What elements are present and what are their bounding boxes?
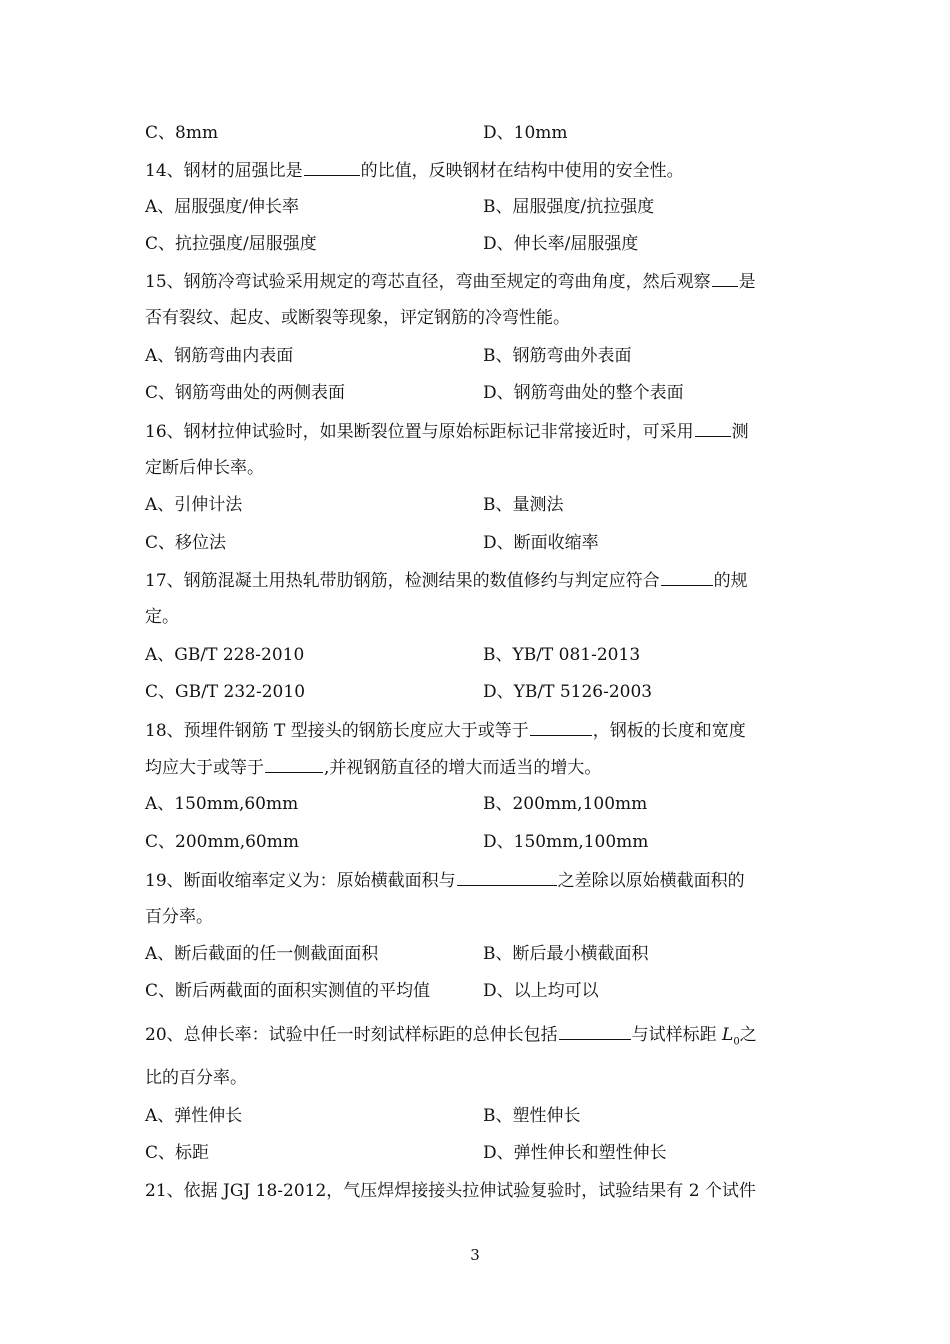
q15-stem-cont: 否有裂纹、起皮、或断裂等现象，评定钢筋的冷弯性能。 xyxy=(145,308,570,328)
answer-blank xyxy=(457,869,557,886)
q15-stem: 15、钢筋冷弯试验采用规定的弯芯直径，弯曲至规定的弯曲角度，然后观察 是 xyxy=(145,272,756,292)
q17-stem-cont: 定。 xyxy=(145,607,179,627)
q13-option-c: C、8mm xyxy=(145,123,219,143)
q20-stem-cont: 比的百分率。 xyxy=(145,1068,247,1088)
q15-option-b: B、钢筋弯曲外表面 xyxy=(483,346,632,366)
q15-option-c: C、钢筋弯曲处的两侧表面 xyxy=(145,383,346,403)
q17-option-b: B、YB/T 081-2013 xyxy=(483,645,641,665)
q20-option-c: C、标距 xyxy=(145,1143,210,1163)
q16-option-c: C、移位法 xyxy=(145,533,227,553)
q19-option-a: A、断后截面的任一侧截面面积 xyxy=(145,944,379,964)
q16-stem: 16、钢材拉伸试验时，如果断裂位置与原始标距标记非常接近时，可采用 测 xyxy=(145,422,749,442)
q14-option-a: A、屈服强度/伸长率 xyxy=(145,197,300,217)
q14-option-d: D、伸长率/屈服强度 xyxy=(483,234,639,254)
q20-option-d: D、弹性伸长和塑性伸长 xyxy=(483,1143,667,1163)
q15-option-a: A、钢筋弯曲内表面 xyxy=(145,346,294,366)
answer-blank xyxy=(304,159,360,176)
answer-blank xyxy=(712,270,738,287)
q18-stem-cont: 均应大于或等于 ,并视钢筋直径的增大而适当的增大。 xyxy=(145,758,602,778)
q13-option-d: D、10mm xyxy=(483,123,568,143)
answer-blank xyxy=(695,420,731,437)
q17-option-c: C、GB/T 232-2010 xyxy=(145,682,306,702)
answer-blank xyxy=(661,569,713,586)
q16-option-a: A、引伸计法 xyxy=(145,495,243,515)
q14-option-b: B、屈服强度/抗拉强度 xyxy=(483,197,655,217)
q20-option-a: A、弹性伸长 xyxy=(145,1106,243,1126)
answer-blank xyxy=(559,1023,631,1040)
q19-stem-cont: 百分率。 xyxy=(145,907,213,927)
q15-option-d: D、钢筋弯曲处的整个表面 xyxy=(483,383,684,403)
q17-option-a: A、GB/T 228-2010 xyxy=(145,645,305,665)
q16-stem-cont: 定断后伸长率。 xyxy=(145,458,264,478)
q17-stem: 17、钢筋混凝土用热轧带肋钢筋，检测结果的数值修约与判定应符合 的规 xyxy=(145,571,748,591)
answer-blank xyxy=(265,756,323,773)
length-symbol: $L_0$ xyxy=(722,1025,740,1048)
q19-option-c: C、断后两截面的面积实测值的平均值 xyxy=(145,981,431,1001)
q19-option-d: D、以上均可以 xyxy=(483,981,599,1001)
page-number: 3 xyxy=(470,1246,480,1264)
q19-stem: 19、断面收缩率定义为：原始横截面积与 之差除以原始横截面积的 xyxy=(145,871,745,891)
q19-option-b: B、断后最小横截面积 xyxy=(483,944,649,964)
q16-option-d: D、断面收缩率 xyxy=(483,533,599,553)
answer-blank xyxy=(530,719,592,736)
q18-option-c: C、200mm,60mm xyxy=(145,832,299,852)
q14-option-c: C、抗拉强度/屈服强度 xyxy=(145,234,317,254)
q20-stem: 20、总伸长率：试验中任一时刻试样标距的总伸长包括 与试样标距 $L_0$之 xyxy=(145,1025,757,1048)
q18-stem: 18、预埋件钢筋 T 型接头的钢筋长度应大于或等于 ，钢板的长度和宽度 xyxy=(145,721,746,741)
q17-option-d: D、YB/T 5126-2003 xyxy=(483,682,653,702)
q18-option-a: A、150mm,60mm xyxy=(145,794,299,814)
q16-option-b: B、量测法 xyxy=(483,495,564,515)
q18-option-d: D、150mm,100mm xyxy=(483,832,649,852)
q20-option-b: B、塑性伸长 xyxy=(483,1106,581,1126)
q21-stem: 21、依据 JGJ 18-2012，气压焊焊接接头拉伸试验复验时，试验结果有 2 个试件 xyxy=(145,1181,756,1201)
q14-stem: 14、钢材的屈强比是 的比值，反映钢材在结构中使用的安全性。 xyxy=(145,161,684,181)
q18-option-b: B、200mm,100mm xyxy=(483,794,648,814)
